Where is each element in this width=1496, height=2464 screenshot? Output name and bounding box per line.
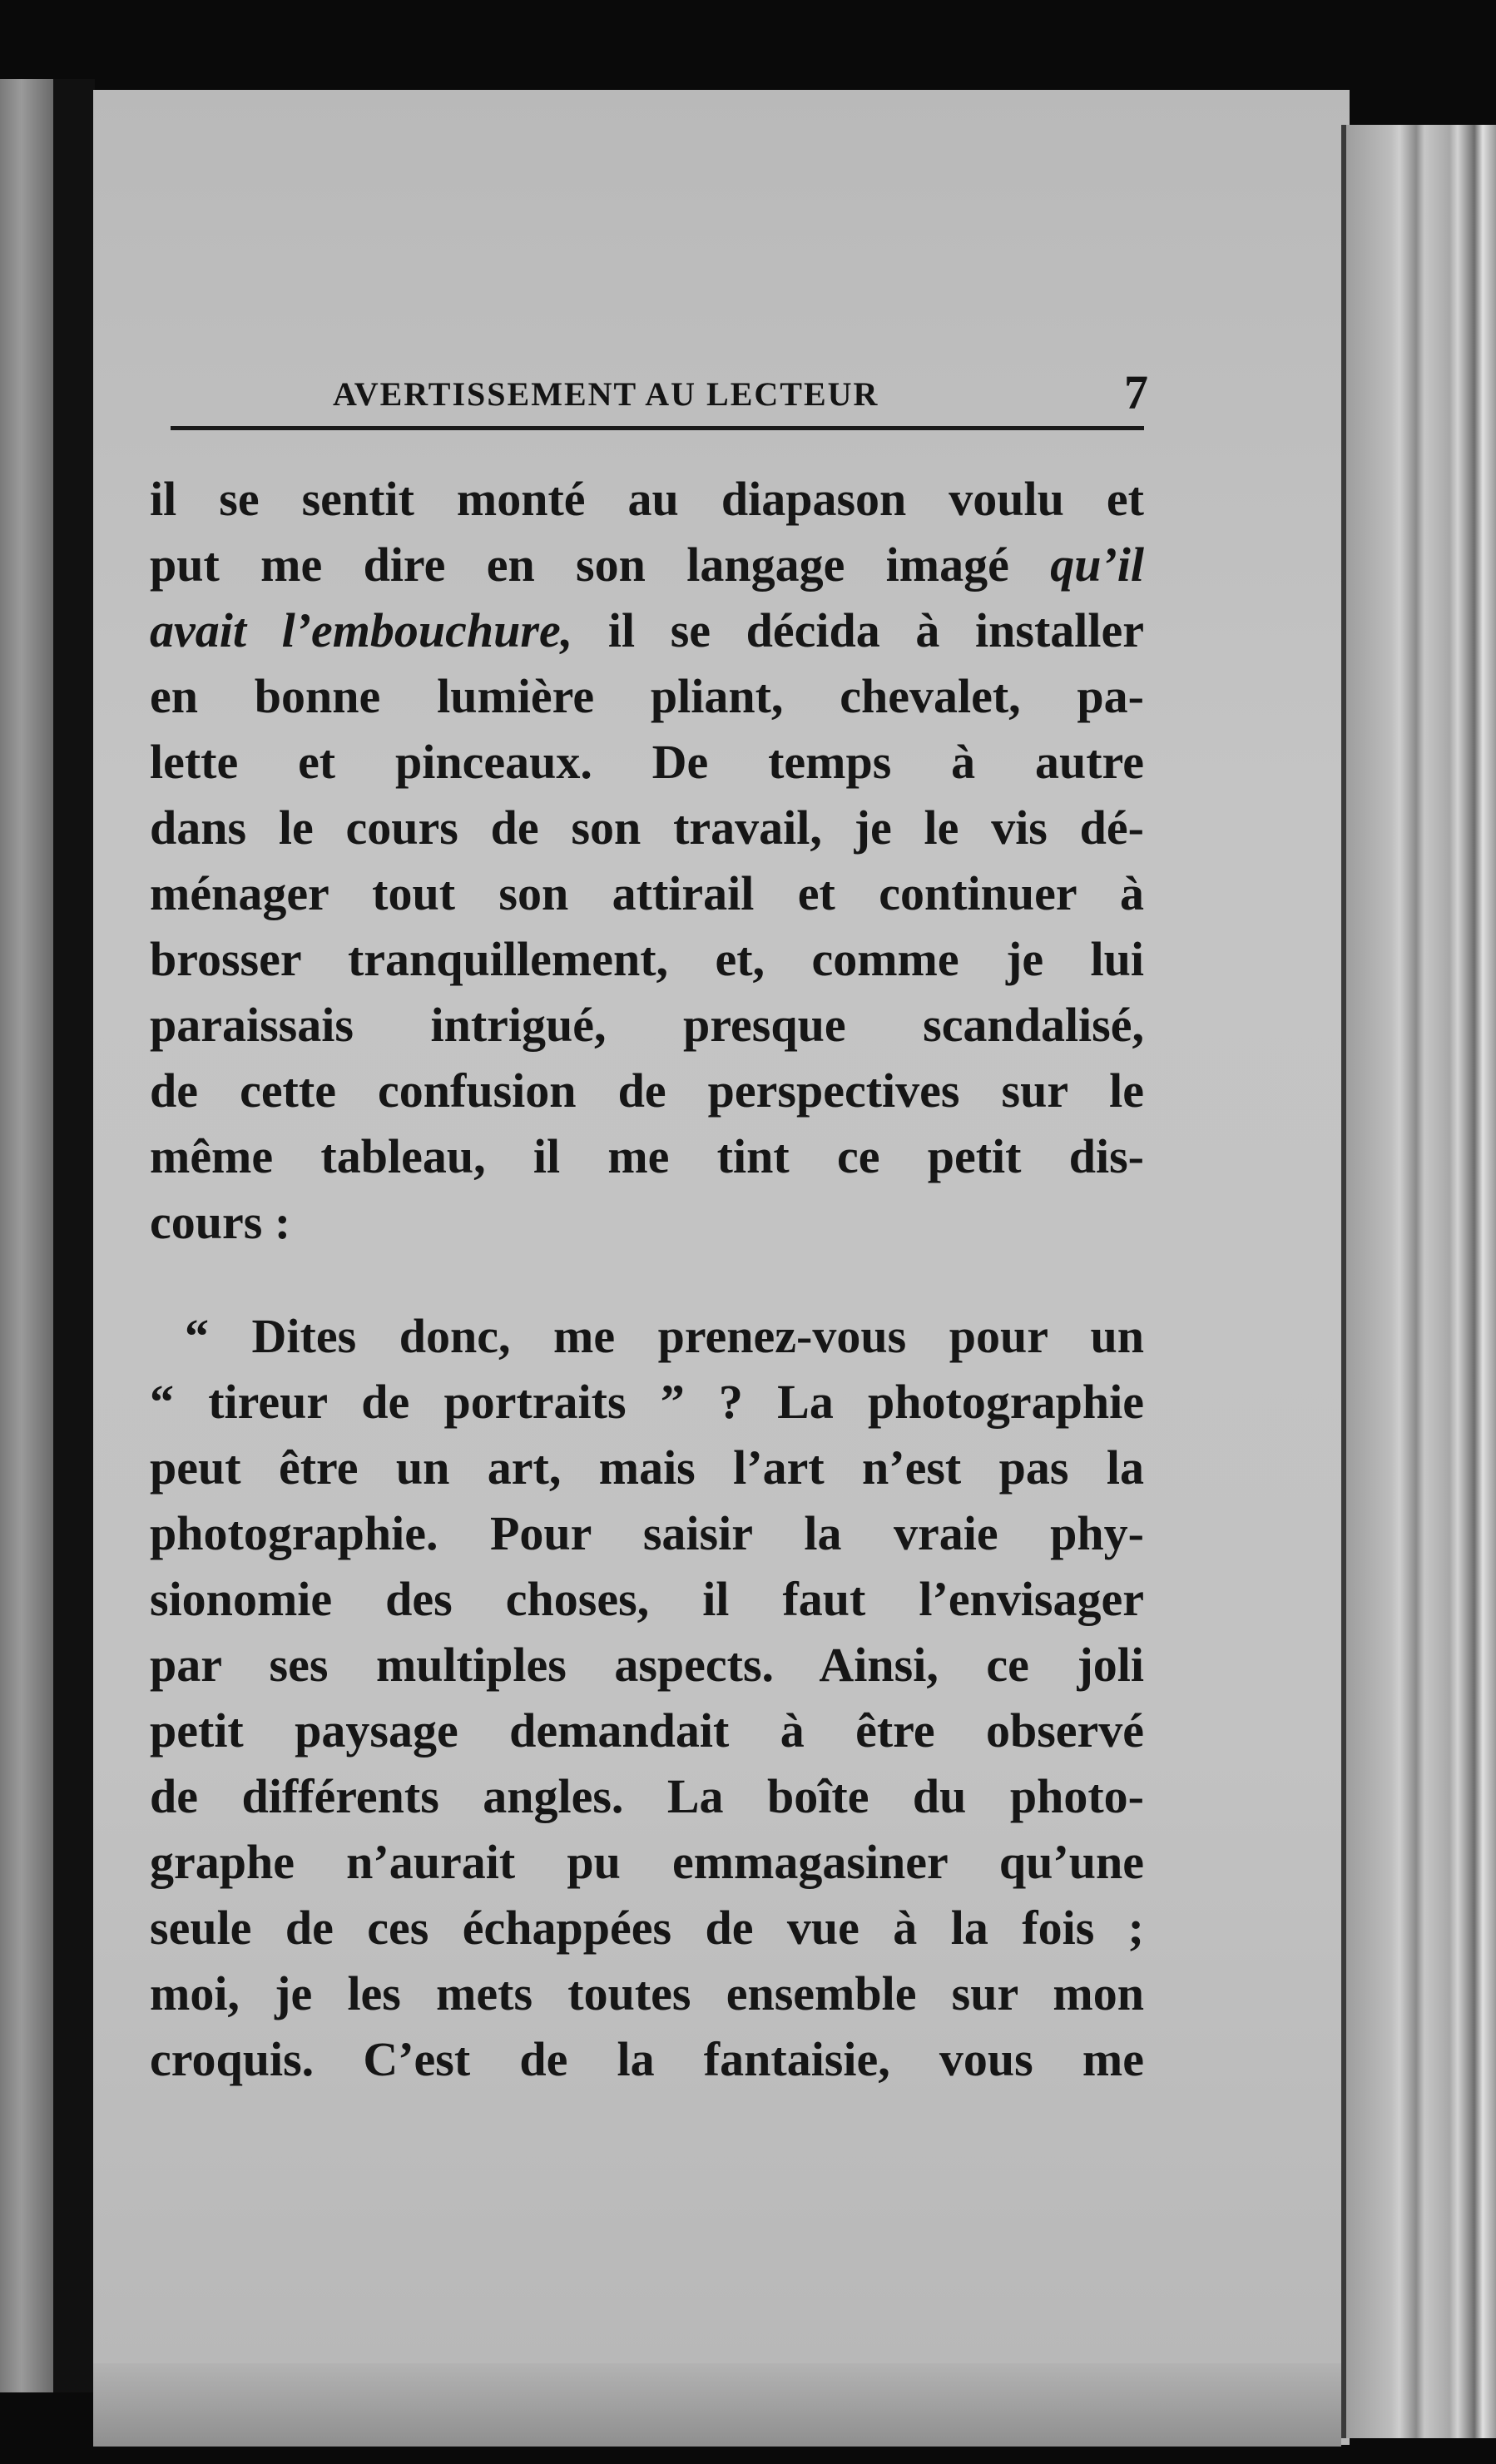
text-line: il se sentit monté au diapason voulu et xyxy=(150,472,1144,526)
text-line: graphe n’aurait pu emmagasiner qu’une xyxy=(150,1835,1144,1889)
page-number: 7 xyxy=(1124,365,1148,419)
text-line: de cette confusion de perspectives sur le xyxy=(150,1063,1144,1118)
facing-page-edge xyxy=(0,79,53,2392)
page-stack-edges xyxy=(1341,125,1496,2438)
binding-shadow xyxy=(53,79,95,2392)
text-line: croquis. C’est de la fantaisie, vous me xyxy=(150,2032,1144,2086)
text-line: peut être un art, mais l’art n’est pas la xyxy=(150,1440,1144,1495)
text-line: en bonne lumière pliant, chevalet, pa- xyxy=(150,669,1144,723)
page-header xyxy=(166,364,1148,423)
italic-phrase: qu’il xyxy=(1050,538,1145,592)
text-line: seule de ces échappées de vue à la fois ; xyxy=(150,1901,1144,1955)
text-line: paraissais intrigué, presque scandalisé, xyxy=(150,998,1144,1052)
text-line xyxy=(150,597,1144,663)
text-line: petit paysage demandait à être observé xyxy=(150,1703,1144,1758)
text-line: dans le cours de son travail, je le vis dé- xyxy=(150,801,1144,855)
running-head: AVERTISSEMENT AU LECTEUR xyxy=(333,375,879,413)
paragraph-gap xyxy=(150,1255,1144,1303)
text-line: de différents angles. La boîte du photo- xyxy=(150,1769,1144,1823)
text-line: même tableau, il me tint ce petit dis- xyxy=(150,1129,1144,1183)
text-line: “ tireur de portraits ” ? La photographie xyxy=(150,1375,1144,1429)
text-line: lette et pinceaux. De temps à autre xyxy=(150,735,1144,789)
body-text xyxy=(150,466,1144,2092)
text-line: moi, je les mets toutes ensemble sur mon xyxy=(150,1966,1144,2020)
text-line: ménager tout son attirail et continuer à xyxy=(150,866,1144,920)
text-line xyxy=(150,532,1144,597)
text-fragment: put me dire en son langage imagé xyxy=(150,538,1009,592)
text-fragment: il se décida à installer xyxy=(607,603,1144,657)
page-bottom-margin xyxy=(93,2363,1341,2447)
text-line: sionomie des choses, il faut l’envisager xyxy=(150,1572,1144,1626)
text-line: par ses multiples aspects. Ainsi, ce joli xyxy=(150,1638,1144,1692)
text-line: cours : xyxy=(150,1195,291,1249)
header-rule xyxy=(171,426,1144,430)
text-line: “ Dites donc, me prenez-vous pour un xyxy=(185,1309,1144,1363)
text-line: brosser tranquillement, et, comme je lui xyxy=(150,932,1144,986)
italic-phrase: avait l’embouchure, xyxy=(150,603,573,657)
text-line: photographie. Pour saisir la vraie phy- xyxy=(150,1506,1144,1560)
